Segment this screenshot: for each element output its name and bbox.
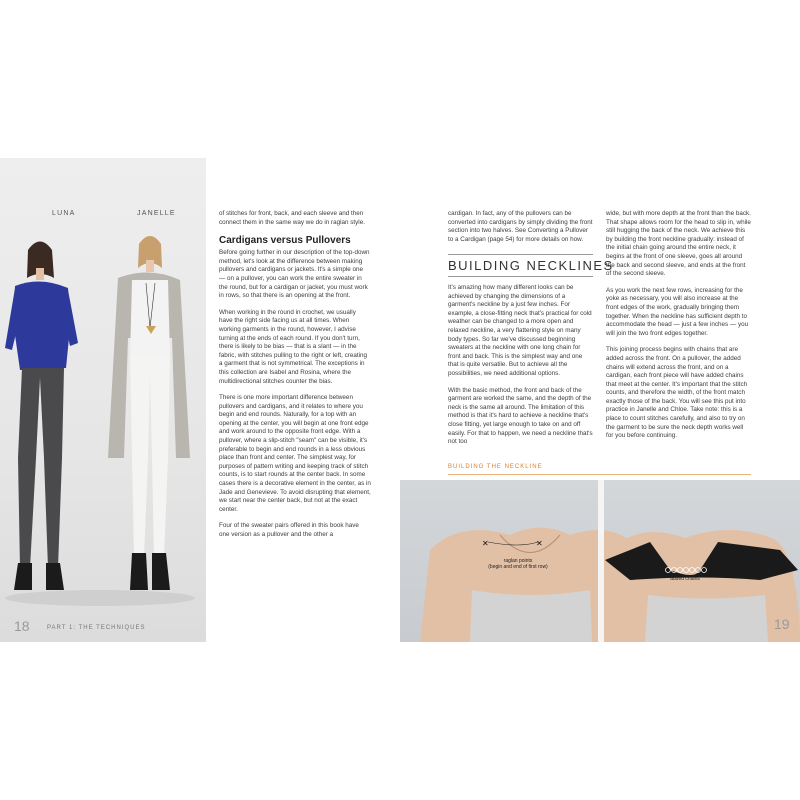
- luna-figure: [5, 242, 78, 591]
- col1-paragraph-1: Before going further in our description of the top-down method, let's look at the difference between making pullovers and cardigans or jackets. It's a simple one — on a pullover, you can work the entire sweater in the round, but for a cardigan or jacket, you must work in rows, so that there is an opening at the front.: [219, 249, 370, 300]
- running-head: PART 1: THE TECHNIQUES: [47, 625, 146, 631]
- col1-intro: of stitches for front, back, and each sleeve and then connect them in the same way we do in raglan style.: [219, 210, 365, 226]
- col1-paragraph-3: There is one more important difference between pullovers and cardigans, and it relates to where you begin and end rounds. Naturally, for a top with an opening at the center, you will begin at one front edge and work around to the opposite front edge. With a pullover, where a slip-stitch "seam" can be visible, it's preferable to begin and end rounds in a less obvious place than front and center. The simplest way, for purposes of pattern writing and keeping track of stitch counts, is to start rounds at the center back. In some cases there is a decorative element in the center, as in Jade and Genevieve. To avoid disrupting that element, we start near the center back, but not at the exact center.: [219, 394, 371, 513]
- col2-paragraph-1: cardigan. In fact, any of the pullovers can be converted into cardigans by simply dividing the front section into two halves. See Converting a Pullover to a Cardigan (page 54) for more details on how.: [448, 210, 593, 243]
- text-column-2-top: [448, 210, 594, 252]
- model-label-janelle: JANELLE: [137, 210, 176, 217]
- svg-text:✕: ✕: [536, 539, 543, 548]
- section-rule-top: [448, 254, 593, 255]
- raglan-points-sublabel: (begin and end of first row): [488, 564, 548, 570]
- models-photo: [0, 158, 206, 642]
- section-rule-bottom: [448, 276, 593, 277]
- neckline-figure-photo: [400, 480, 800, 642]
- col3-paragraph-2: As you work the next few rows, increasing for the yoke as necessary, you will also increase at the front edges of the work, gradually bringing them together. When the neckline has sufficient depth to accommodate the head — just a few inches — you will join the two front edges together.: [606, 286, 749, 337]
- added-chains-annotation: added chains: [670, 576, 700, 582]
- col2-paragraph-3: With the basic method, the front and back of the garment are worked the same, and the depth of the neck is the same all around. The limitation of this method is that it's hard to achieve a neckline that's close fitting, yet large enough to take on and off easily. For that to happen, we need a neckline that's not too: [448, 386, 593, 446]
- col3-paragraph-3: This joining process begins with chains that are added across the front. On a pullover, the added chains will extend across the front, and on a cardigan, each front piece will have added chains that meet at the center. It's important that the stitch counts, and therefore the width, of the front match exactly those of the back. You will see this put into practice in Janelle and Chloe. Take note: this is a place to count stitches carefully, and also to try on the garment to be sure the neck depth works well for you before continuing.: [606, 346, 748, 440]
- col2-paragraph-2: It's amazing how many different looks can be achieved by changing the dimensions of a garment's neckline by a just few inches. For example, a close-fitting neck that's practical for cold weather can be changed to a more open and relaxed neckline, a very flattering style on many body types. So far we've discussed beginning sweaters at the neckline with one long chain for front and back. This is the simplest way and one that is quite versatile. But to achieve all the possibilities, we need additional options.: [448, 284, 592, 377]
- col3-paragraph-1: wide, but with more depth at the front than the back. That shape allows room for the head to slip in, while still hugging the back of the neck. We achieve this by building the front neckline gradually: instead of the initial chain going around the entire neck, it begins at the front of one sleeve, goes all around the back and second sleeve, and ends at the front of the second sleeve.: [606, 210, 751, 278]
- text-column-1: [219, 210, 371, 548]
- page-number-left: 18: [14, 618, 30, 634]
- col1-paragraph-2: When working in the round in crochet, we usually have the right side facing us at all times. When working garments in the round, however, I advise turning at the ends of each round. If you don't turn, there is likely to be bias — that is a slant — in the fabric, with stitches pulling to the right or left, creating a garment that is not symmetrical. The exceptions in this collection are Isabel and Rosina, where the multidirectional stitches counter the bias.: [219, 308, 368, 385]
- book-spread: [0, 158, 800, 642]
- text-column-2: [448, 284, 594, 455]
- section-title: BUILDING NECKLINES: [448, 258, 614, 273]
- raglan-points-annotation: [478, 558, 558, 570]
- svg-text:✕: ✕: [482, 539, 489, 548]
- neckline-illustration: [400, 480, 800, 642]
- cardigans-heading: Cardigans versus Pullovers: [219, 235, 351, 247]
- model-label-luna: LUNA: [52, 210, 76, 217]
- raglan-points-label: raglan points: [503, 558, 533, 564]
- models-illustration: [0, 158, 206, 642]
- text-column-3: [606, 210, 752, 449]
- figure-rule: [448, 474, 751, 475]
- janelle-figure: [108, 236, 190, 590]
- page-number-right: 19: [774, 616, 790, 632]
- col1-paragraph-4: Four of the sweater pairs offered in this book have one version as a pullover and the other a: [219, 522, 359, 538]
- figure-label: BUILDING THE NECKLINE: [448, 464, 543, 470]
